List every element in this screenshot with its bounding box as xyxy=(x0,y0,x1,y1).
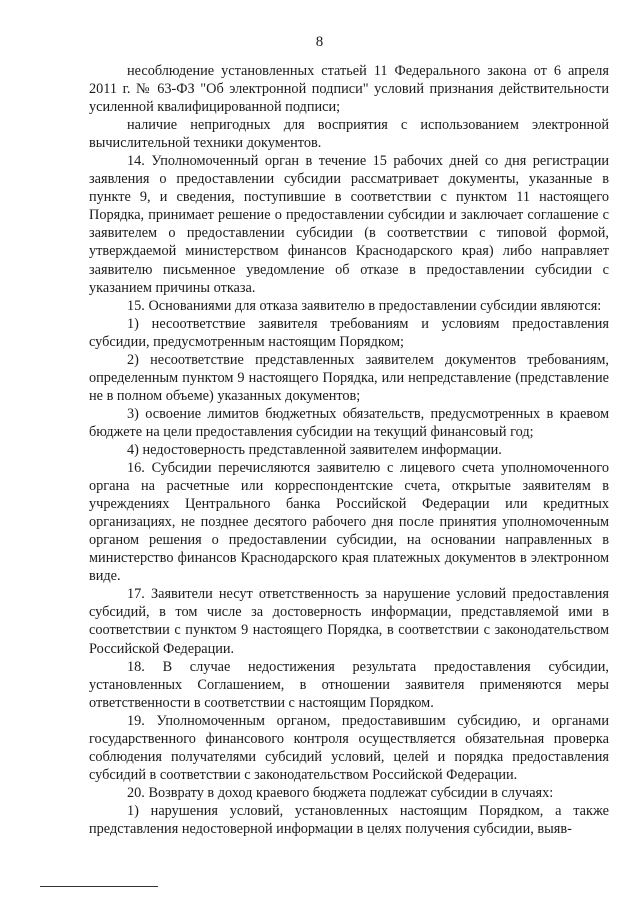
paragraph-unreadable-documents: наличие непригодных для восприятия с использованием электронной вычислительной техники документов. xyxy=(89,117,609,152)
footnote-divider xyxy=(40,886,158,887)
paragraph-item-15-2: 2) несоответствие представленных заявителем документов требованиям, определенным пунктом 9 настоящего Порядка, или непредставление (представление не в полном объеме) указанных документов; xyxy=(89,351,609,404)
page-number: 8 xyxy=(315,34,324,50)
paragraph-item-15-3: 3) освоение лимитов бюджетных обязательств, предусмотренных в краевом бюджете на цели предоставления субсидии на текущий финансовый год; xyxy=(89,405,609,440)
paragraph-item-14: 14. Уполномоченный орган в течение 15 рабочих дней со дня регистрации заявления о предоставлении субсидии рассматривает документы, указанные в пункте 9, и сведения, поступившие в соответствии с пунктом 11 настоящего Порядка, принимает решение о предоставлении субсидии и заключает соглашение с заявителем о предоставлении субсидии (в соответствии с типовой формой, утверждаемой министерством финансов Краснодарского края) либо направляет заявителю письменное уведомление об отказе в предоставлении субсидии с указанием причины отказа. xyxy=(89,153,609,296)
body-text xyxy=(89,62,609,838)
paragraph-item-15-4: 4) недостоверность представленной заявителем информации. xyxy=(127,441,502,458)
paragraph-item-16: 16. Субсидии перечисляются заявителю с лицевого счета уполномоченного органа на расчетные или корреспондентские счета, открытые заявителям в учреждениях Центрального банка Российской Федерации или кредитных организациях, не позднее десятого рабочего дня после принятия уполномоченным органом решения о предоставлении субсидии, на основании направленных в министерство финансов Краснодарского края платежных документов в электронном виде. xyxy=(89,460,609,585)
paragraph-item-20: 20. Возврату в доход краевого бюджета подлежат субсидии в случаях: xyxy=(127,784,554,801)
paragraph-item-18: 18. В случае недостижения результата предоставления субсидии, установленных Соглашением, в отношении заявителя применяются меры ответственности в соответствии с настоящим Порядком. xyxy=(89,658,609,711)
paragraph-item-19: 19. Уполномоченным органом, предоставившим субсидию, и органами государственного финансового контроля осуществляется обязательная проверка соблюдения получателями субсидий условий, целей и порядка предоставления субсидий в соответствии с законодательством Российской Федерации. xyxy=(89,712,609,783)
paragraph-signature-validity: несоблюдение установленных статьей 11 Федерального закона от 6 апреля 2011 г. № 63-ФЗ "Об электронной подписи" условий признания действительности усиленной квалифицированной подписи; xyxy=(89,63,609,116)
paragraph-item-15-1: 1) несоответствие заявителя требованиям и условиям предоставления субсидии, предусмотренным настоящим Порядком; xyxy=(89,315,609,350)
paragraph-item-17: 17. Заявители несут ответственность за нарушение условий предоставления субсидий, в том числе за достоверность информации, представляемой ими в соответствии с пунктом 9 настоящего Порядка, в соответствии с законодательством Российской Федерации. xyxy=(89,586,609,657)
paragraph-item-15: 15. Основаниями для отказа заявителю в предоставлении субсидии являются: xyxy=(127,297,602,314)
paragraph-item-20-1: 1) нарушения условий, установленных настоящим Порядком, а также представления недостоверной информации в целях получения субсидии, выяв- xyxy=(89,802,609,837)
